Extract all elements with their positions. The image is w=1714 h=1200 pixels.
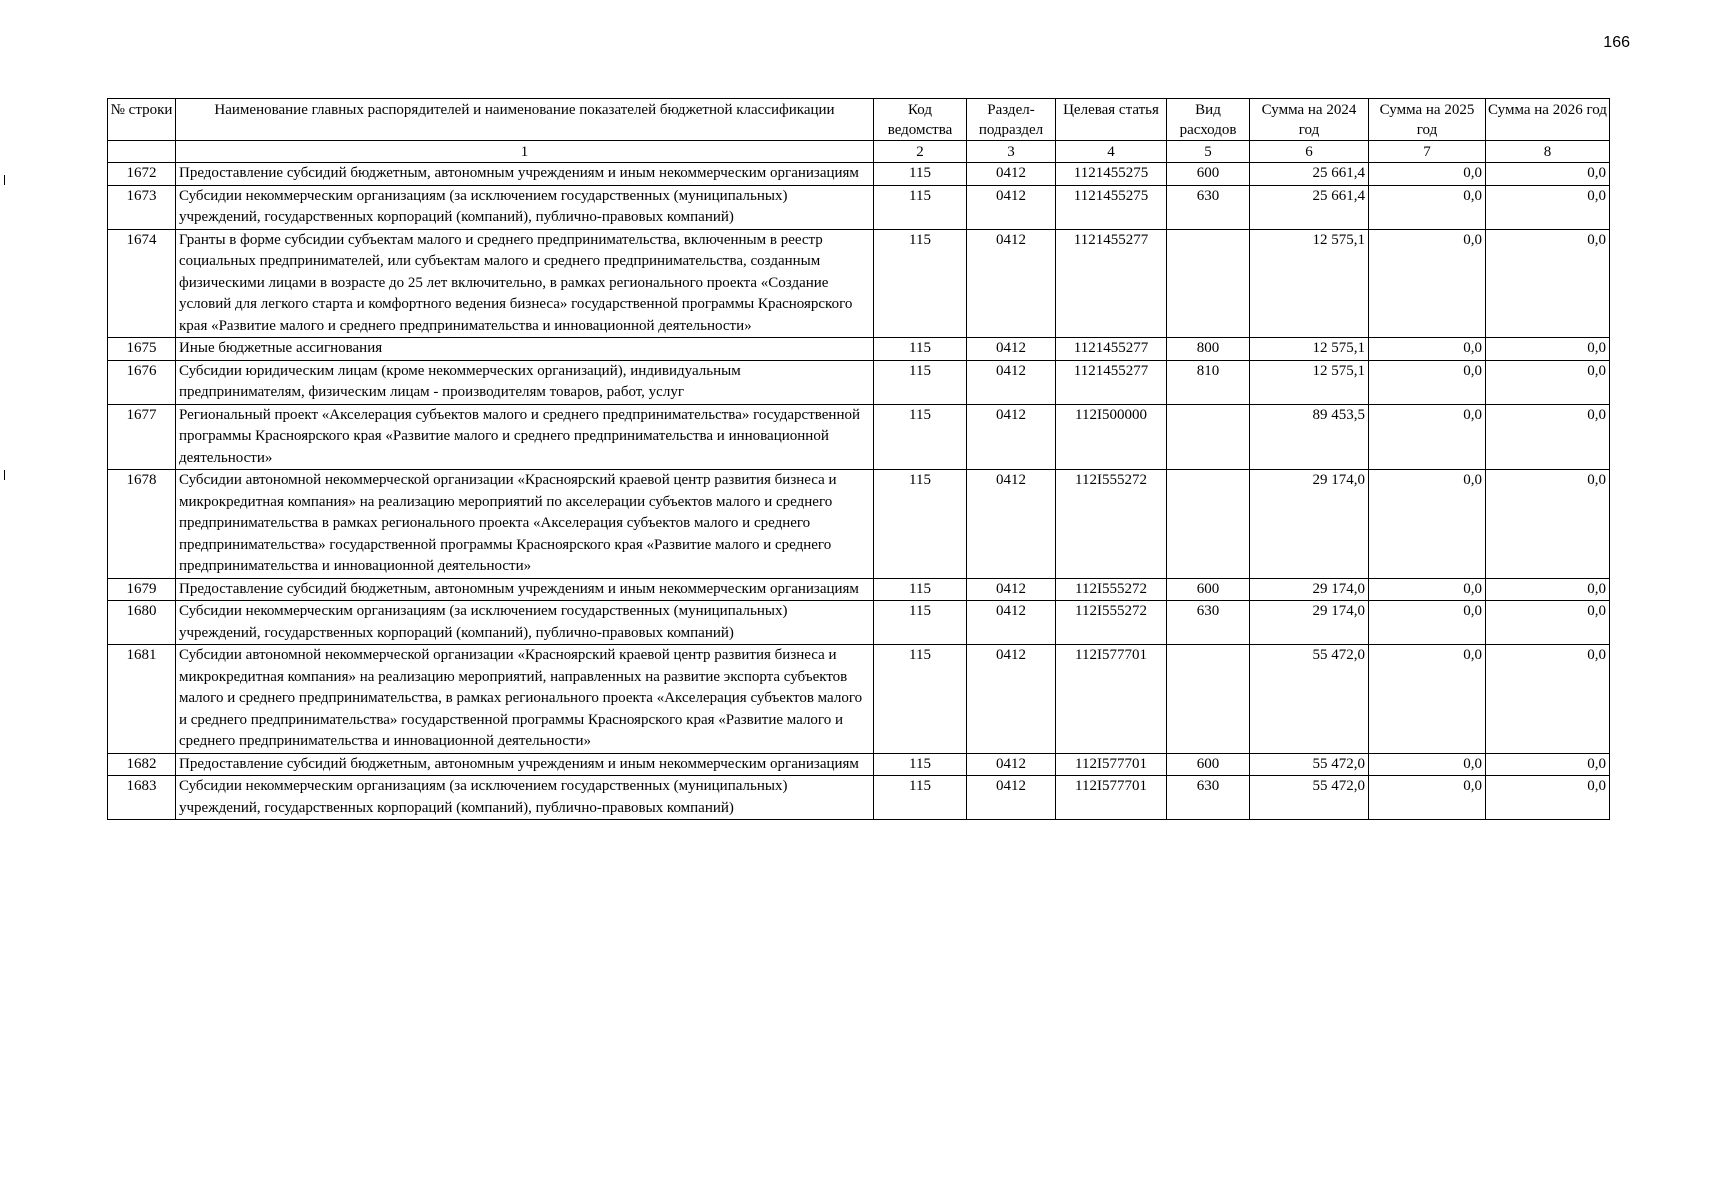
expense-type: 600 xyxy=(1167,753,1250,776)
table-row xyxy=(108,229,1610,338)
section-code: 0412 xyxy=(967,645,1056,754)
expense-type: 810 xyxy=(1167,360,1250,404)
row-number: 1681 xyxy=(108,645,176,754)
row-name: Субсидии некоммерческим организациям (за исключением государственных (муниципальных) учреждений, государственных корпораций (компаний), публично-правовых компаний) xyxy=(176,185,874,229)
section-code: 0412 xyxy=(967,753,1056,776)
section-code: 0412 xyxy=(967,360,1056,404)
target-article: 112I500000 xyxy=(1056,404,1167,470)
sum-2024: 89 453,5 xyxy=(1250,404,1369,470)
table-row xyxy=(108,470,1610,579)
row-name: Предоставление субсидий бюджетным, автономным учреждениям и иным некоммерческим организациям xyxy=(176,578,874,601)
row-name: Субсидии автономной некоммерческой организации «Красноярский краевой центр развития бизнеса и микрокредитная компания» на реализацию мероприятий по акселерации субъектов малого и среднего предпринимательства в рамках регионального проекта «Акселерация субъектов малого и среднего предпринимательства» государственной программы Красноярского края «Развитие малого и среднего предпринимательства и инновационной деятельности» xyxy=(176,470,874,579)
row-number: 1678 xyxy=(108,470,176,579)
target-article: 112I577701 xyxy=(1056,753,1167,776)
sum-2024: 12 575,1 xyxy=(1250,338,1369,361)
column-number: 7 xyxy=(1369,141,1486,163)
sum-2026: 0,0 xyxy=(1486,185,1610,229)
table-row xyxy=(108,578,1610,601)
expense-type xyxy=(1167,404,1250,470)
table-body xyxy=(108,163,1610,820)
expense-type xyxy=(1167,645,1250,754)
section-code: 0412 xyxy=(967,404,1056,470)
sum-2025: 0,0 xyxy=(1369,645,1486,754)
sum-2024: 55 472,0 xyxy=(1250,645,1369,754)
expense-type xyxy=(1167,470,1250,579)
section-code: 0412 xyxy=(967,163,1056,186)
sum-2025: 0,0 xyxy=(1369,470,1486,579)
column-number: 6 xyxy=(1250,141,1369,163)
sum-2025: 0,0 xyxy=(1369,753,1486,776)
column-number: 2 xyxy=(874,141,967,163)
target-article: 112I577701 xyxy=(1056,776,1167,820)
row-name: Субсидии некоммерческим организациям (за исключением государственных (муниципальных) учреждений, государственных корпораций (компаний), публично-правовых компаний) xyxy=(176,776,874,820)
sum-2026: 0,0 xyxy=(1486,645,1610,754)
sum-2024: 55 472,0 xyxy=(1250,753,1369,776)
department-code: 115 xyxy=(874,601,967,645)
department-code: 115 xyxy=(874,404,967,470)
table-row xyxy=(108,338,1610,361)
column-number-row xyxy=(108,141,1610,163)
section-code: 0412 xyxy=(967,470,1056,579)
header-cell: Сумма на 2026 год xyxy=(1486,99,1610,141)
row-number: 1683 xyxy=(108,776,176,820)
header-cell: Наименование главных распорядителей и наименование показателей бюджетной классификации xyxy=(176,99,874,141)
table-row xyxy=(108,645,1610,754)
page-number: 166 xyxy=(1603,34,1630,51)
sum-2026: 0,0 xyxy=(1486,229,1610,338)
sum-2025: 0,0 xyxy=(1369,776,1486,820)
sum-2026: 0,0 xyxy=(1486,601,1610,645)
row-name: Предоставление субсидий бюджетным, автономным учреждениям и иным некоммерческим организациям xyxy=(176,753,874,776)
sum-2026: 0,0 xyxy=(1486,163,1610,186)
department-code: 115 xyxy=(874,185,967,229)
sum-2025: 0,0 xyxy=(1369,578,1486,601)
section-code: 0412 xyxy=(967,185,1056,229)
table-row xyxy=(108,601,1610,645)
header-cell: Сумма на 2025 год xyxy=(1369,99,1486,141)
sum-2024: 12 575,1 xyxy=(1250,229,1369,338)
target-article: 112I555272 xyxy=(1056,601,1167,645)
sum-2024: 29 174,0 xyxy=(1250,578,1369,601)
department-code: 115 xyxy=(874,578,967,601)
header-cell: Раздел-подраздел xyxy=(967,99,1056,141)
sum-2026: 0,0 xyxy=(1486,404,1610,470)
section-code: 0412 xyxy=(967,229,1056,338)
column-number: 5 xyxy=(1167,141,1250,163)
row-number: 1674 xyxy=(108,229,176,338)
expense-type: 630 xyxy=(1167,185,1250,229)
expense-type: 800 xyxy=(1167,338,1250,361)
department-code: 115 xyxy=(874,338,967,361)
column-number: 1 xyxy=(176,141,874,163)
row-number: 1673 xyxy=(108,185,176,229)
department-code: 115 xyxy=(874,645,967,754)
expense-type: 630 xyxy=(1167,601,1250,645)
expense-type: 600 xyxy=(1167,578,1250,601)
row-number: 1675 xyxy=(108,338,176,361)
row-number: 1676 xyxy=(108,360,176,404)
scan-mark xyxy=(4,175,5,185)
column-number: 4 xyxy=(1056,141,1167,163)
expense-type: 600 xyxy=(1167,163,1250,186)
column-number: 3 xyxy=(967,141,1056,163)
department-code: 115 xyxy=(874,163,967,186)
sum-2026: 0,0 xyxy=(1486,578,1610,601)
sum-2024: 25 661,4 xyxy=(1250,163,1369,186)
department-code: 115 xyxy=(874,360,967,404)
target-article: 112I577701 xyxy=(1056,645,1167,754)
sum-2024: 29 174,0 xyxy=(1250,470,1369,579)
sum-2024: 29 174,0 xyxy=(1250,601,1369,645)
sum-2026: 0,0 xyxy=(1486,338,1610,361)
scan-mark xyxy=(4,470,5,480)
sum-2026: 0,0 xyxy=(1486,753,1610,776)
section-code: 0412 xyxy=(967,776,1056,820)
sum-2026: 0,0 xyxy=(1486,470,1610,579)
header-cell: № строки xyxy=(108,99,176,141)
sum-2025: 0,0 xyxy=(1369,229,1486,338)
sum-2024: 55 472,0 xyxy=(1250,776,1369,820)
row-name: Субсидии юридическим лицам (кроме некоммерческих организаций), индивидуальным предпринимателям, физическим лицам - производителям товаров, работ, услуг xyxy=(176,360,874,404)
row-name: Иные бюджетные ассигнования xyxy=(176,338,874,361)
department-code: 115 xyxy=(874,753,967,776)
sum-2025: 0,0 xyxy=(1369,185,1486,229)
budget-table xyxy=(107,98,1610,820)
sum-2025: 0,0 xyxy=(1369,404,1486,470)
target-article: 1121455277 xyxy=(1056,360,1167,404)
header-cell: Целевая статья xyxy=(1056,99,1167,141)
department-code: 115 xyxy=(874,776,967,820)
header-cell: Вид расходов xyxy=(1167,99,1250,141)
table-row xyxy=(108,404,1610,470)
column-number: 8 xyxy=(1486,141,1610,163)
row-name: Субсидии некоммерческим организациям (за исключением государственных (муниципальных) учреждений, государственных корпораций (компаний), публично-правовых компаний) xyxy=(176,601,874,645)
department-code: 115 xyxy=(874,229,967,338)
target-article: 112I555272 xyxy=(1056,578,1167,601)
table-row xyxy=(108,163,1610,186)
header-row xyxy=(108,99,1610,141)
column-number xyxy=(108,141,176,163)
expense-type xyxy=(1167,229,1250,338)
row-number: 1682 xyxy=(108,753,176,776)
section-code: 0412 xyxy=(967,578,1056,601)
section-code: 0412 xyxy=(967,601,1056,645)
header-cell: Сумма на 2024 год xyxy=(1250,99,1369,141)
sum-2026: 0,0 xyxy=(1486,360,1610,404)
row-number: 1679 xyxy=(108,578,176,601)
target-article: 112I555272 xyxy=(1056,470,1167,579)
target-article: 1121455277 xyxy=(1056,229,1167,338)
table-row xyxy=(108,776,1610,820)
sum-2024: 12 575,1 xyxy=(1250,360,1369,404)
table-row xyxy=(108,185,1610,229)
sum-2025: 0,0 xyxy=(1369,163,1486,186)
sum-2024: 25 661,4 xyxy=(1250,185,1369,229)
row-name: Субсидии автономной некоммерческой организации «Красноярский краевой центр развития бизнеса и микрокредитная компания» на реализацию мероприятий, направленных на развитие экспорта субъектов малого и среднего предпринимательства, в рамках регионального проекта «Акселерация субъектов малого и среднего предпринимательства» государственной программы Красноярского края «Развитие малого и среднего предпринимательства и инновационной деятельности» xyxy=(176,645,874,754)
row-number: 1680 xyxy=(108,601,176,645)
sum-2025: 0,0 xyxy=(1369,338,1486,361)
row-name: Региональный проект «Акселерация субъектов малого и среднего предпринимательства» государственной программы Красноярского края «Развитие малого и среднего предпринимательства и инновационной деятельности» xyxy=(176,404,874,470)
table-row xyxy=(108,360,1610,404)
department-code: 115 xyxy=(874,470,967,579)
section-code: 0412 xyxy=(967,338,1056,361)
target-article: 1121455275 xyxy=(1056,185,1167,229)
table-row xyxy=(108,753,1610,776)
expense-type: 630 xyxy=(1167,776,1250,820)
row-number: 1677 xyxy=(108,404,176,470)
row-number: 1672 xyxy=(108,163,176,186)
target-article: 1121455277 xyxy=(1056,338,1167,361)
sum-2025: 0,0 xyxy=(1369,601,1486,645)
target-article: 1121455275 xyxy=(1056,163,1167,186)
row-name: Предоставление субсидий бюджетным, автономным учреждениям и иным некоммерческим организациям xyxy=(176,163,874,186)
row-name: Гранты в форме субсидии субъектам малого и среднего предпринимательства, включенным в реестр социальных предпринимателей, или субъектам малого и среднего предпринимательства, созданным физическими лицами в возрасте до 25 лет включительно, в рамках регионального проекта «Создание условий для легкого старта и комфортного ведения бизнеса» государственной программы Красноярского края «Развитие малого и среднего предпринимательства и инновационной деятельности» xyxy=(176,229,874,338)
header-cell: Код ведомства xyxy=(874,99,967,141)
sum-2026: 0,0 xyxy=(1486,776,1610,820)
sum-2025: 0,0 xyxy=(1369,360,1486,404)
